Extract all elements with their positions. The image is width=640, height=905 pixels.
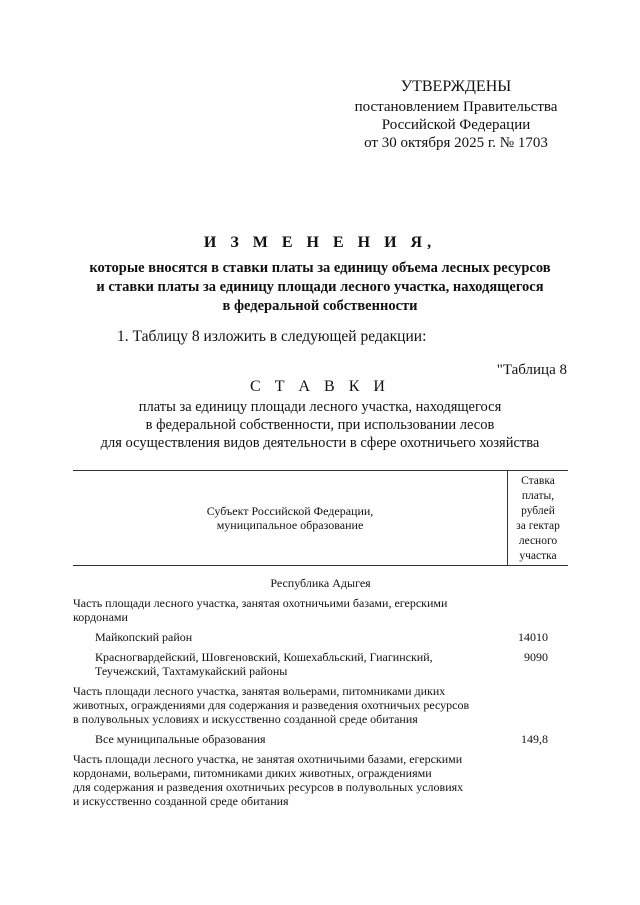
section-line: Часть площади лесного участка, не занятая охотничьими базами, егерскими [73,752,463,766]
rates-title: С Т А В К И [250,378,390,395]
paragraph-1: 1. Таблицу 8 изложить в следующей редакции: [117,328,427,345]
header-rate-line: платы, [521,490,555,502]
row-name [73,630,493,644]
section-heading [73,596,568,624]
header-rate-line: участка [519,550,557,562]
section-line: в полувольных условиях и искусственно созданной среде обитания [73,712,418,726]
rates-subtitle [60,398,580,452]
row-value: 14010 [518,630,548,644]
section-line: Часть площади лесного участка, занятая вольерами, питомниками диких [73,684,446,698]
changes-subtitle [60,259,580,316]
table-reference: "Таблица 8 [496,362,567,378]
row-value: 9090 [524,650,548,664]
row-name [73,650,493,678]
header-subject-cell [73,471,507,565]
row-name-line: Майкопский район [95,630,193,644]
rates-subtitle-line-3: для осуществления видов деятельности в сфере охотничьего хозяйства [100,435,540,451]
row-name-line: Теучежский, Тахтамукайский районы [95,664,288,678]
section-heading [73,752,568,808]
table-row [73,732,568,746]
section-line: кордонами, вольерами, питомниками диких животных, ограждениями [73,766,432,780]
section-line: кордонами [73,610,128,624]
rates-table [73,470,568,808]
rates-subtitle-line-1: платы за единицу площади лесного участка, находящегося [138,399,502,415]
row-name-line: Красногвардейский, Шовгеновский, Кошехабльский, Гиагинский, [95,650,433,664]
changes-subtitle-line-1: которые вносятся в ставки платы за единицу объема лесных ресурсов [89,260,551,276]
header-rate-line: Ставка [521,475,555,487]
table-row [73,630,568,644]
table-row [73,650,568,678]
header-rate-line: лесного [518,535,558,547]
table-header [73,470,568,566]
section-line: Часть площади лесного участка, занятая охотничьими базами, егерскими [73,596,448,610]
approval-line-2: Российской Федерации [381,117,531,133]
header-rate-line: за гектар [516,520,560,532]
header-rate-cell [507,471,568,565]
approval-stamp [340,78,572,152]
header-subject-line-1: Субъект Российской Федерации, [206,504,374,518]
approval-line-3: от 30 октября 2025 г. № 1703 [364,135,548,151]
changes-subtitle-line-2: и ставки платы за единицу площади лесного участка, находящегося [96,279,544,295]
header-rate-line: рублей [521,505,555,517]
section-line: и искусственно созданной среде обитания [73,794,289,808]
section-heading [73,684,568,726]
section-line: для содержания и разведения охотничьих ресурсов в полувольных условиях [73,780,464,794]
row-name [73,732,493,746]
header-subject-line-2: муниципальное образование [216,518,364,532]
rates-subtitle-line-2: в федеральной собственности, при использовании лесов [145,417,495,433]
section-line: животных, ограждениями для содержания и разведения охотничьих ресурсов [73,698,470,712]
changes-title: И З М Е Н Е Н И Я, [203,234,437,251]
row-name-line: Все муниципальные образования [95,732,266,746]
row-value: 149,8 [521,732,548,746]
approval-line-1: постановлением Правительства [354,99,558,115]
changes-subtitle-line-3: в федеральной собственности [222,298,418,314]
approval-heading: УТВЕРЖДЕНЫ [400,78,512,95]
region-heading: Республика Адыгея [270,576,371,590]
